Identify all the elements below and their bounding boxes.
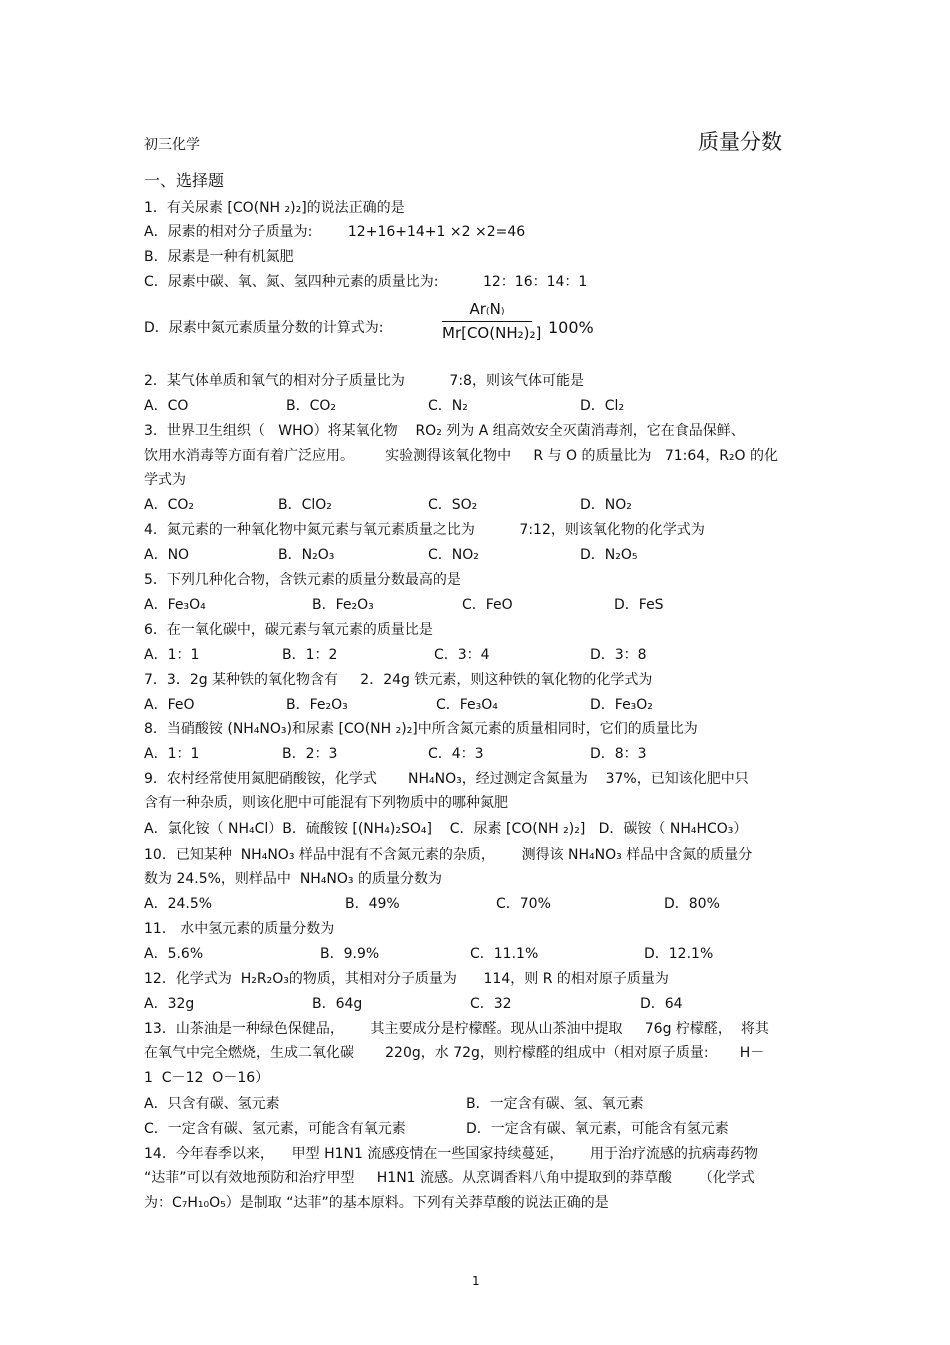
q7-option-a: A．FeO xyxy=(144,697,195,713)
q1-stem: 1．有关尿素 [CO(NH ₂)₂]的说法正确的是 xyxy=(144,200,405,216)
q13-line-1: 13．山茶油是一种绿色保健品， 其主要成分是柠檬醛。现从山茶油中提取 76g 柠檬醛， 将其 xyxy=(144,1021,769,1037)
q7-stem: 7．3．2g 某种铁的氧化物含有 2．24g 铁元素，则这种铁的氧化物的化学式为 xyxy=(144,672,653,688)
q3-option-b: B．ClO₂ xyxy=(278,497,332,513)
q14-line-2: “达菲”可以有效地预防和治疗甲型 H1N1 流感。从烹调香料八角中提取到的莽草酸 （化学式 xyxy=(144,1170,755,1186)
q1-percent: 100% xyxy=(548,318,594,337)
q13-line-3: 1 C－12 O－16） xyxy=(144,1070,270,1086)
q13-option-c: C．一定含有碳、氢元素，可能含有氧元素 xyxy=(144,1121,406,1137)
q11-option-a: A．5.6% xyxy=(144,946,204,962)
fraction-numerator: Ar₍N₎ xyxy=(442,300,532,322)
q5-option-d: D．FeS xyxy=(614,597,664,613)
q10-line-2: 数为 24.5%，则样品中 NH₄NO₃ 的质量分数为 xyxy=(144,871,442,887)
q13-option-d: D．一定含有碳、氧元素，可能含有氢元素 xyxy=(466,1121,729,1137)
q6-option-c: C．3：4 xyxy=(434,647,490,663)
q3-line-2: 饮用水消毒等方面有着广泛应用。 实验测得该氧化物中 R 与 O 的质量比为 71:64，R₂O 的化 xyxy=(144,448,779,464)
q11-option-c: C．11.1% xyxy=(470,946,539,962)
q12-stem: 12．化学式为 H₂R₂O₃的物质，其相对分子质量为 114，则 R 的相对原子质量为 xyxy=(144,971,669,987)
fraction-denominator: Mr[CO(NH₂)₂] xyxy=(442,324,542,342)
q8-option-d: D．8：3 xyxy=(590,746,647,762)
q3-option-c: C．SO₂ xyxy=(428,497,478,513)
q11-option-b: B．9.9% xyxy=(320,946,380,962)
q3-option-a: A．CO₂ xyxy=(144,497,194,513)
q4-option-a: A．NO xyxy=(144,547,190,563)
q10-line-1: 10．已知某种 NH₄NO₃ 样品中混有不含氮元素的杂质， 测得该 NH₄NO₃ 样品中含氮的质量分 xyxy=(144,847,753,863)
q12-option-c: C．32 xyxy=(470,996,512,1012)
q6-option-d: D．3：8 xyxy=(590,647,647,663)
q8-option-b: B．2：3 xyxy=(282,746,338,762)
q9-options: A．氯化铵（ NH₄Cl）B．硫酸铵 [(NH₄)₂SO₄] C．尿素 [CO(NH ₂)₂] D．碳铵（ NH₄HCO₃） xyxy=(144,821,748,837)
q13-option-b: B．一定含有碳、氢、氧元素 xyxy=(466,1096,644,1112)
q2-stem: 2．某气体单质和氧气的相对分子质量比为 7:8，则该气体可能是 xyxy=(144,373,584,389)
q9-line-2: 含有一种杂质，则该化肥中可能混有下列物质中的哪种氮肥 xyxy=(144,795,508,811)
q4-stem: 4．氮元素的一种氧化物中氮元素与氧元素质量之比为 7:12，则该氧化物的化学式为 xyxy=(144,522,705,538)
q12-option-d: D．64 xyxy=(640,996,683,1012)
q3-line-3: 学式为 xyxy=(144,472,186,488)
page-title: 质量分数 xyxy=(698,130,782,154)
section-heading: 一、选择题 xyxy=(144,171,225,190)
q10-option-d: D．80% xyxy=(664,896,720,912)
q1-fraction xyxy=(442,300,542,342)
q8-option-c: C．4：3 xyxy=(428,746,484,762)
q7-option-b: B．Fe₂O₃ xyxy=(286,697,348,713)
q2-option-b: B．CO₂ xyxy=(286,398,337,414)
q14-line-3: 为：C₇H₁₀O₅）是制取 “达菲”的基本原料。下列有关莽草酸的说法正确的是 xyxy=(144,1195,609,1211)
q2-option-c: C．N₂ xyxy=(428,398,468,414)
q6-option-a: A．1：1 xyxy=(144,647,200,663)
q9-line-1: 9．农村经常使用氮肥硝酸铵，化学式 NH₄NO₃，经过测定含氮量为 37%，已知该化肥中只 xyxy=(144,771,749,787)
q5-option-a: A．Fe₃O₄ xyxy=(144,597,206,613)
subject-label: 初三化学 xyxy=(144,137,200,153)
page-number: 1 xyxy=(472,1274,480,1288)
q4-option-d: D．N₂O₅ xyxy=(580,547,638,563)
q13-option-a: A．只含有碳、氢元素 xyxy=(144,1096,280,1112)
q2-option-a: A．CO xyxy=(144,398,189,414)
q6-option-b: B．1：2 xyxy=(282,647,338,663)
q10-option-a: A．24.5% xyxy=(144,896,213,912)
q8-stem: 8．当硝酸铵 (NH₄NO₃)和尿素 [CO(NH ₂)₂]中所含氮元素的质量相同时，它们的质量比为 xyxy=(144,721,698,737)
q4-option-b: B．N₂O₃ xyxy=(278,547,335,563)
q1-option-b: B．尿素是一种有机氮肥 xyxy=(144,249,294,265)
q4-option-c: C．NO₂ xyxy=(428,547,479,563)
q11-option-d: D．12.1% xyxy=(644,946,714,962)
q1-option-c: C．尿素中碳、氧、氮、氢四种元素的质量比为: 12：16：14：1 xyxy=(144,274,588,290)
q6-stem: 6．在一氧化碳中，碳元素与氧元素的质量比是 xyxy=(144,622,433,638)
q5-stem: 5．下列几种化合物，含铁元素的质量分数最高的是 xyxy=(144,572,461,588)
q7-option-d: D．Fe₃O₂ xyxy=(590,697,653,713)
q2-option-d: D．Cl₂ xyxy=(580,398,625,414)
q3-line-1: 3．世界卫生组织（ WHO）将某氧化物 RO₂ 列为 A 组高效安全灭菌消毒剂，它在食品保鲜、 xyxy=(144,423,745,439)
q1-option-a: A．尿素的相对分子质量为: 12+16+14+1 ×2 ×2=46 xyxy=(144,224,526,240)
q14-line-1: 14．今年春季以来， 甲型 H1N1 流感疫情在一些国家持续蔓延， 用于治疗流感的抗病毒药物 xyxy=(144,1146,759,1162)
q8-option-a: A．1：1 xyxy=(144,746,200,762)
q11-stem: 11． 水中氢元素的质量分数为 xyxy=(144,921,335,937)
q7-option-c: C．Fe₃O₄ xyxy=(436,697,498,713)
q10-option-b: B．49% xyxy=(345,896,400,912)
q3-option-d: D．NO₂ xyxy=(580,497,632,513)
q10-option-c: C．70% xyxy=(496,896,551,912)
q1-option-d: D．尿素中氮元素质量分数的计算式为: xyxy=(144,320,384,336)
q5-option-c: C．FeO xyxy=(462,597,513,613)
q5-option-b: B．Fe₂O₃ xyxy=(312,597,374,613)
q12-option-a: A．32g xyxy=(144,996,195,1012)
q13-line-2: 在氧气中完全燃烧，生成二氧化碳 220g，水 72g，则柠檬醛的组成中（相对原子质量: H－ xyxy=(144,1045,765,1061)
q12-option-b: B．64g xyxy=(312,996,363,1012)
